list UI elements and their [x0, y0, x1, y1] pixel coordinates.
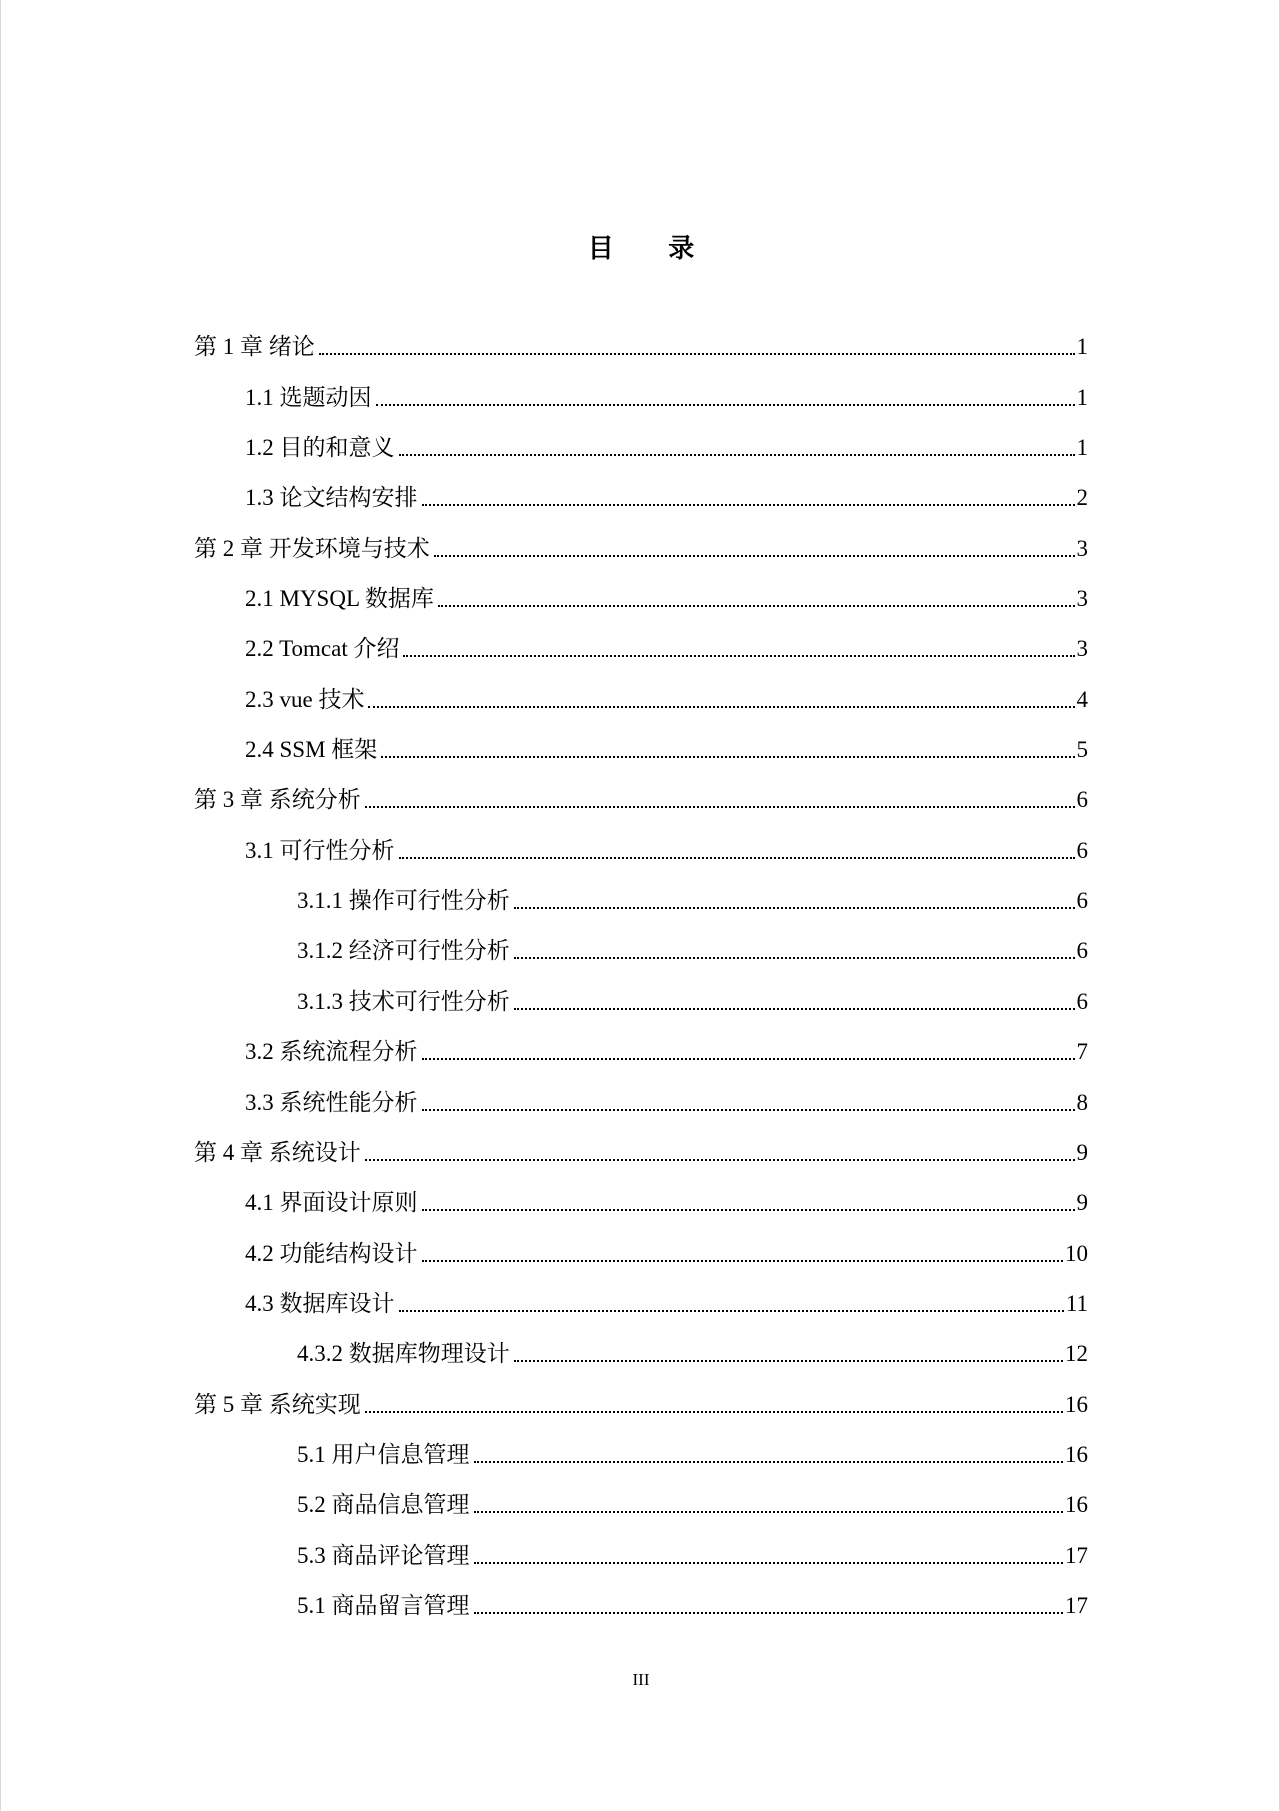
toc-entry-label: 1.2 目的和意义	[245, 435, 395, 461]
toc-entry-label: 2.3 vue 技术	[245, 686, 365, 712]
toc-entry[interactable]	[1, 866, 1280, 916]
toc-dot-leader	[422, 1108, 1075, 1111]
toc-dot-leader	[403, 654, 1074, 657]
toc-entry[interactable]	[1, 1571, 1280, 1621]
toc-dot-leader	[399, 453, 1075, 456]
toc-dot-leader	[365, 805, 1075, 808]
toc-dot-leader	[422, 1057, 1075, 1060]
toc-entry-label: 第 3 章 系统分析	[194, 787, 361, 813]
toc-dot-leader	[514, 906, 1075, 909]
toc-entry[interactable]	[1, 1369, 1280, 1419]
toc-entry-page: 6	[1076, 837, 1088, 863]
toc-entry[interactable]	[1, 1067, 1280, 1117]
toc-entry-label: 第 2 章 开发环境与技术	[194, 535, 430, 561]
toc-entry-label: 4.2 功能结构设计	[245, 1240, 418, 1266]
toc-entry-label: 第 1 章 绪论	[194, 334, 315, 360]
toc-entry-label: 第 5 章 系统实现	[194, 1391, 361, 1417]
toc-entry-page: 17	[1065, 1542, 1088, 1568]
toc-entry-page: 1	[1076, 384, 1088, 410]
toc-entry-label: 4.3 数据库设计	[245, 1290, 395, 1316]
toc-dot-leader	[422, 1208, 1075, 1211]
toc-entry-page: 17	[1065, 1592, 1088, 1618]
toc-entry[interactable]	[1, 413, 1280, 463]
toc-entry[interactable]	[1, 664, 1280, 714]
toc-entry[interactable]	[1, 513, 1280, 563]
toc-entry-label: 1.1 选题动因	[245, 384, 372, 410]
toc-entry[interactable]	[1, 715, 1280, 765]
toc-dot-leader	[365, 1158, 1075, 1161]
toc-dot-leader	[514, 1359, 1063, 1362]
toc-dot-leader	[399, 1309, 1064, 1312]
toc-entry[interactable]	[1, 966, 1280, 1016]
toc-entry-label: 3.1.3 技术可行性分析	[297, 988, 510, 1014]
toc-entry-page: 5	[1076, 737, 1088, 763]
toc-entry-page: 12	[1065, 1341, 1088, 1367]
toc-entry[interactable]	[1, 1470, 1280, 1520]
toc-entry-page: 3	[1076, 636, 1088, 662]
toc-entry-page: 3	[1076, 586, 1088, 612]
toc-entry-page: 6	[1076, 787, 1088, 813]
toc-entry-label: 5.2 商品信息管理	[297, 1492, 470, 1518]
toc-entry-label: 3.3 系统性能分析	[245, 1089, 418, 1115]
toc-list	[1, 312, 1280, 1621]
toc-entry[interactable]	[1, 916, 1280, 966]
toc-entry-page: 9	[1076, 1190, 1088, 1216]
toc-entry[interactable]	[1, 1520, 1280, 1570]
toc-dot-leader	[422, 1259, 1064, 1262]
toc-entry[interactable]	[1, 463, 1280, 513]
toc-dot-leader	[474, 1611, 1064, 1614]
toc-dot-leader	[368, 705, 1074, 708]
toc-entry-page: 2	[1076, 485, 1088, 511]
toc-entry-label: 5.1 商品留言管理	[297, 1592, 470, 1618]
toc-entry[interactable]	[1, 1118, 1280, 1168]
toc-dot-leader	[376, 403, 1075, 406]
toc-entry[interactable]	[1, 1319, 1280, 1369]
toc-entry-label: 3.1.1 操作可行性分析	[297, 888, 510, 914]
toc-entry[interactable]	[1, 1017, 1280, 1067]
toc-entry-label: 2.1 MYSQL 数据库	[245, 586, 434, 612]
toc-entry-label: 2.2 Tomcat 介绍	[245, 636, 400, 662]
toc-entry[interactable]	[1, 1420, 1280, 1470]
toc-entry-label: 3.2 系统流程分析	[245, 1039, 418, 1065]
toc-dot-leader	[319, 352, 1075, 355]
toc-entry-label: 第 4 章 系统设计	[194, 1139, 361, 1165]
toc-dot-leader	[514, 956, 1075, 959]
toc-entry-page: 3	[1076, 535, 1088, 561]
toc-entry[interactable]	[1, 564, 1280, 614]
toc-entry-label: 3.1.2 经济可行性分析	[297, 938, 510, 964]
toc-entry-label: 4.1 界面设计原则	[245, 1190, 418, 1216]
toc-entry[interactable]	[1, 1218, 1280, 1268]
toc-entry[interactable]	[1, 1269, 1280, 1319]
toc-title: 目 录	[587, 234, 719, 263]
toc-entry-page: 16	[1065, 1391, 1088, 1417]
toc-entry[interactable]	[1, 614, 1280, 664]
toc-dot-leader	[399, 856, 1075, 859]
page-number: III	[632, 1670, 650, 1689]
toc-entry-page: 6	[1076, 988, 1088, 1014]
toc-dot-leader	[365, 1410, 1063, 1413]
toc-entry-label: 1.3 论文结构安排	[245, 485, 418, 511]
toc-entry[interactable]	[1, 312, 1280, 362]
toc-dot-leader	[438, 604, 1075, 607]
toc-entry-label: 5.3 商品评论管理	[297, 1542, 470, 1568]
toc-entry[interactable]	[1, 1168, 1280, 1218]
toc-entry-page: 8	[1076, 1089, 1088, 1115]
toc-entry[interactable]	[1, 362, 1280, 412]
toc-entry-page: 16	[1065, 1441, 1088, 1467]
toc-dot-leader	[434, 554, 1075, 557]
toc-dot-leader	[474, 1561, 1064, 1564]
toc-entry-page: 1	[1076, 334, 1088, 360]
toc-dot-leader	[381, 755, 1074, 758]
toc-entry[interactable]	[1, 765, 1280, 815]
toc-entry-page: 10	[1065, 1240, 1088, 1266]
toc-entry-label: 4.3.2 数据库物理设计	[297, 1341, 510, 1367]
toc-entry-label: 5.1 用户信息管理	[297, 1441, 470, 1467]
toc-entry-page: 6	[1076, 938, 1088, 964]
toc-dot-leader	[422, 503, 1075, 506]
toc-dot-leader	[514, 1007, 1075, 1010]
toc-entry-page: 11	[1065, 1290, 1088, 1316]
toc-entry-page: 6	[1076, 888, 1088, 914]
toc-entry-page: 9	[1076, 1139, 1088, 1165]
toc-entry[interactable]	[1, 815, 1280, 865]
toc-entry-page: 16	[1065, 1492, 1088, 1518]
toc-entry-page: 1	[1076, 435, 1088, 461]
toc-entry-label: 3.1 可行性分析	[245, 837, 395, 863]
toc-entry-page: 4	[1076, 686, 1088, 712]
toc-entry-page: 7	[1076, 1039, 1088, 1065]
toc-entry-label: 2.4 SSM 框架	[245, 737, 378, 763]
toc-dot-leader	[474, 1510, 1064, 1513]
toc-dot-leader	[474, 1460, 1064, 1463]
